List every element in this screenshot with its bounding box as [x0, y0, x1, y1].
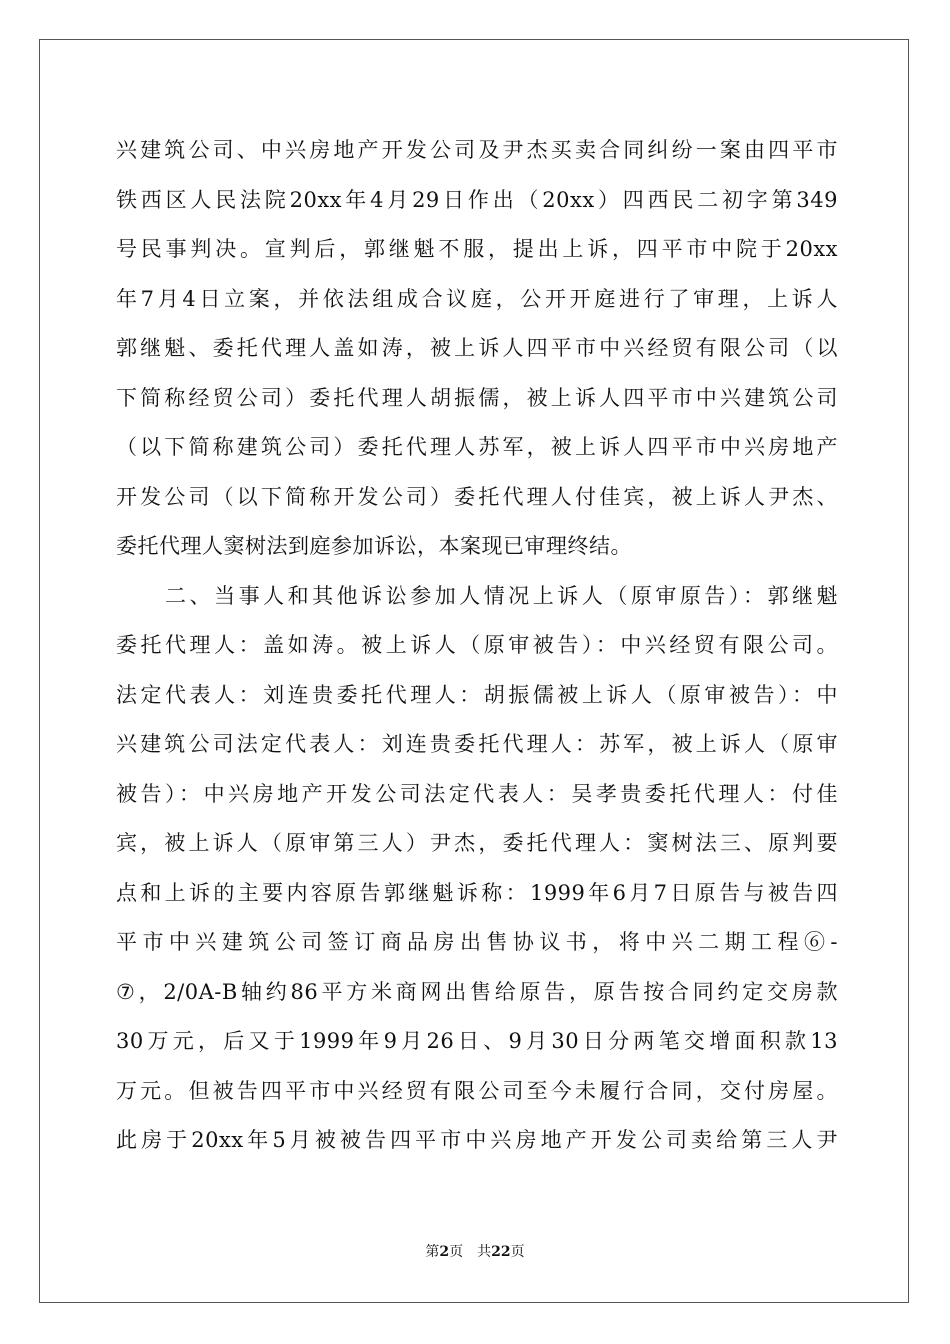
text-line: 铁西区人民法院20xx年4月29日作出（20xx）四西民二初字第349 — [116, 187, 838, 212]
text-line: （以下简称建筑公司）委托代理人苏军，被上诉人四平市中兴房地产 — [116, 435, 838, 459]
page-suffix: 页 — [449, 1244, 464, 1260]
text-line: 委托代理人：盖如涛。被上诉人（原审被告）：中兴经贸有限公司。 — [116, 633, 838, 657]
text-line: 万元。但被告四平市中兴经贸有限公司至今未履行合同，交付房屋。 — [116, 1078, 838, 1103]
total-pages: 22 — [491, 1244, 511, 1260]
text-line: ⑦，2/0A-B轴约86平方米商网出售给原告，原告按合同约定交房款 — [116, 979, 838, 1004]
text-line: 号民事判决。宣判后，郭继魁不服，提出上诉，四平市中院于20xx — [116, 237, 838, 261]
text-line: 30万元，后又于1999年9月26日、9月30日分两笔交增面积款13 — [116, 1029, 838, 1053]
text-line: 二、当事人和其他诉讼参加人情况上诉人（原审原告）：郭继魁 — [116, 583, 838, 608]
text-line: 郭继魁、委托代理人盖如涛，被上诉人四平市中兴经贸有限公司（以 — [116, 336, 838, 360]
text-line: 下简称经贸公司）委托代理人胡振儒，被上诉人四平市中兴建筑公司 — [116, 385, 838, 410]
text-line: 兴建筑公司法定代表人：刘连贵委托代理人：苏军，被上诉人（原审 — [116, 732, 838, 756]
text-line: 宾，被上诉人（原审第三人）尹杰，委托代理人：窦树法三、原判要 — [116, 831, 838, 855]
text-line: 点和上诉的主要内容原告郭继魁诉称：1999年6月7日原告与被告四 — [116, 880, 838, 905]
text-line: 被告）：中兴房地产开发公司法定代表人：吴孝贵委托代理人：付佳 — [116, 781, 838, 806]
total-prefix: 共 — [477, 1244, 492, 1260]
total-suffix: 页 — [510, 1244, 525, 1260]
text-line: 委托代理人窦树法到庭参加诉讼，本案现已审理终结。 — [116, 534, 632, 558]
document-body — [116, 126, 838, 1166]
text-line: 法定代表人：刘连贵委托代理人：胡振儒被上诉人（原审被告）：中 — [116, 682, 838, 707]
text-line: 兴建筑公司、中兴房地产开发公司及尹杰买卖合同纠纷一案由四平市 — [116, 138, 838, 162]
text-line: 平市中兴建筑公司签订商品房出售协议书，将中兴二期工程⑥- — [116, 930, 838, 954]
page-footer — [0, 1241, 950, 1261]
text-line: 此房于20xx年5月被被告四平市中兴房地产开发公司卖给第三人尹 — [116, 1128, 838, 1152]
page-number: 2 — [439, 1244, 450, 1260]
text-line: 开发公司（以下简称开发公司）委托代理人付佳宾，被上诉人尹杰、 — [116, 484, 838, 509]
page-prefix: 第 — [425, 1244, 440, 1260]
text-line: 年7月4日立案，并依法组成合议庭，公开开庭进行了审理，上诉人 — [116, 286, 838, 311]
